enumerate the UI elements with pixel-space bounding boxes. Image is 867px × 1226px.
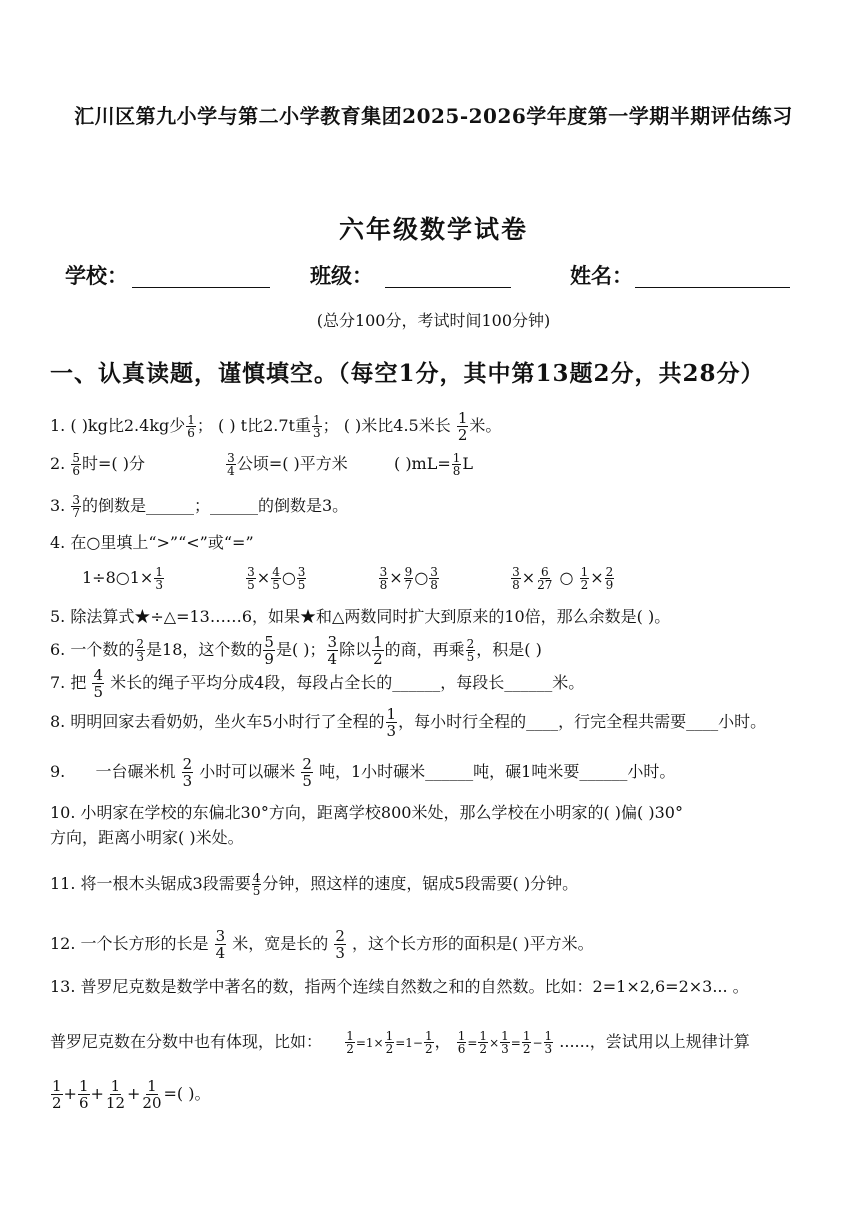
- fraction: $\frac{1}{2}$: [522, 1029, 531, 1056]
- question-6: 6. 一个数的 $\frac{2}{3}$ 是18，这个数的 $\frac{5}{9}$ 是( )； $\frac{3}{4}$ 除以 $\frac{1}{2}$ 的商，再乘 $\frac{2}{5}$ ，积是( ): [50, 633, 542, 668]
- fraction: $\frac{3}{8}$: [430, 565, 438, 592]
- class-field[interactable]: [385, 287, 511, 288]
- fraction: $\frac{2}{5}$: [302, 755, 312, 790]
- fraction: $\frac{3}{8}$: [512, 565, 520, 592]
- fraction: $\frac{2}{5}$: [466, 637, 475, 664]
- question-9: 9. 一台碾米机 $\frac{2}{3}$ 小时可以碾米 $\frac{2}{5}$ 吨，1小时碾米______吨，碾1吨米要______小时。: [50, 755, 676, 790]
- question-3: 3. $\frac{3}{7}$ 的倒数是______；______的倒数是3。: [50, 493, 349, 520]
- question-7: 7. 把 $\frac{4}{5}$ 米长的绳子平均分成4段，每段占全长的______，每段长______米。: [50, 666, 585, 701]
- name-label: 姓名：: [570, 263, 633, 288]
- compare-circle[interactable]: ○: [414, 568, 429, 587]
- compare-circle[interactable]: ○: [559, 568, 574, 587]
- fraction: $\frac{1}{3}$: [386, 705, 397, 740]
- question-4-expressions: 1÷8○1× $\frac{1}{3}$ $\frac{3}{5}$ × $\frac{4}{5}$ ○ $\frac{3}{5}$ $\frac{3}{8}$ × $\frac{9}{7}$ ○ $\frac{3}{8}$ $\frac{3}{8}$ × $\frac{6}{27}$ ○ $\frac{1}{2}$ × $\frac{2}{9}$: [82, 565, 614, 592]
- question-13-line2: 普罗尼克数在分数中也有体现，比如： $\frac{1}{2}$ =1× $\frac{1}{2}$ =1− $\frac{1}{2}$ ， $\frac{1}{6}$ = $\frac{1}{2}$ × $\frac{1}{3}$ = $\frac{1}{2}$ − $\frac{1}{3}$ ......，尝试用以上规律计算: [50, 1029, 750, 1056]
- fraction: $\frac{3}{5}$: [297, 565, 306, 592]
- question-1: 1. ( )kg比2.4kg少 $\frac{1}{6}$ ； ( ) t比2.7t重 $\frac{1}{3}$ ； ( )米比4.5米长 $\frac{1}{2}$ 米。: [50, 409, 502, 444]
- school-field[interactable]: [132, 287, 270, 288]
- section-title: 一、认真读题，谨慎填空。（每空1分，其中第13题2分，共28分）: [50, 360, 765, 387]
- fraction: $\frac{5}{9}$: [264, 633, 274, 668]
- fraction: $\frac{6}{27}$: [537, 565, 553, 592]
- fraction: $\frac{1}{12}$: [105, 1077, 125, 1112]
- fraction: $\frac{1}{2}$: [580, 565, 589, 592]
- fraction: $\frac{1}{6}$: [457, 1029, 466, 1056]
- compare-circle[interactable]: ○: [281, 568, 296, 587]
- fraction: $\frac{2}{9}$: [605, 565, 614, 592]
- fraction: $\frac{1}{6}$: [78, 1077, 89, 1112]
- exam-title: 六年级数学试卷: [338, 215, 528, 244]
- question-2: 2. $\frac{5}{6}$ 时=( )分 $\frac{3}{4}$ 公顷=( )平方米 ( )mL= $\frac{1}{8}$ L: [50, 451, 474, 478]
- fraction: $\frac{1}{3}$: [312, 413, 321, 440]
- question-13: 13. 普罗尼克数是数学中著名的数，指两个连续自然数之和的自然数。比如：2=1×2,6=2×3... 。: [50, 977, 749, 996]
- fraction: $\frac{9}{7}$: [404, 565, 413, 592]
- fraction: $\frac{1}{2}$: [385, 1029, 394, 1056]
- fraction: $\frac{1}{2}$: [457, 409, 468, 444]
- question-5: 5. 除法算式★÷△=13……6，如果★和△两数同时扩大到原来的10倍，那么余数是( )。: [50, 607, 671, 626]
- question-8: 8. 明明回家去看奶奶，坐火车5小时行了全程的 $\frac{1}{3}$ ，每小时行全程的____，行完全程共需要____小时。: [50, 705, 767, 740]
- fraction: $\frac{1}{2}$: [52, 1077, 62, 1112]
- exam-note: (总分100分，考试时间100分钟): [316, 311, 551, 330]
- fraction: $\frac{1}{2}$: [479, 1029, 488, 1056]
- class-label: 班级：: [310, 263, 373, 288]
- fraction: $\frac{4}{5}$: [272, 565, 280, 592]
- fraction: $\frac{3}{4}$: [215, 927, 226, 962]
- fraction: $\frac{2}{3}$: [335, 927, 345, 962]
- question-4: 4. 在○里填上“>”“<”或“=”: [50, 533, 254, 552]
- fraction: $\frac{2}{3}$: [136, 637, 145, 664]
- fraction: $\frac{3}{4}$: [327, 633, 338, 668]
- question-13-calc: $\frac{1}{2}$ + $\frac{1}{6}$ + $\frac{1}{12}$ + $\frac{1}{20}$ =( )。: [52, 1077, 211, 1112]
- fraction: $\frac{5}{6}$: [72, 451, 80, 478]
- fraction: $\frac{4}{5}$: [252, 871, 261, 898]
- fraction: $\frac{1}{3}$: [501, 1029, 509, 1056]
- name-field[interactable]: [635, 287, 790, 288]
- question-10: 10. 小明家在学校的东偏北30°方向，距离学校800米处，那么学校在小明家的( )偏( )30°: [50, 803, 683, 822]
- fraction: $\frac{3}{5}$: [247, 565, 255, 592]
- question-11: 11. 将一根木头锯成3段需要 $\frac{4}{5}$ 分钟，照这样的速度，锯成5段需要( )分钟。: [50, 871, 579, 898]
- fraction: $\frac{3}{4}$: [227, 451, 235, 478]
- fraction: $\frac{1}{6}$: [187, 413, 195, 440]
- fraction: $\frac{4}{5}$: [93, 666, 104, 701]
- question-10-line2: 方向，距离小明家( )米处。: [50, 828, 244, 847]
- fraction: $\frac{2}{3}$: [182, 755, 193, 790]
- fraction: $\frac{1}{8}$: [452, 451, 461, 478]
- fraction: $\frac{3}{7}$: [72, 493, 80, 520]
- fraction: $\frac{1}{2}$: [373, 633, 383, 668]
- fraction: $\frac{3}{8}$: [379, 565, 388, 592]
- fraction: $\frac{1}{20}$: [142, 1077, 162, 1112]
- fraction: $\frac{1}{3}$: [155, 565, 163, 592]
- question-12: 12. 一个长方形的长是 $\frac{3}{4}$ 米，宽是长的 $\frac{2}{3}$ ，这个长方形的面积是( )平方米。: [50, 927, 594, 962]
- fraction: $\frac{1}{2}$: [346, 1029, 354, 1056]
- fraction: $\frac{1}{2}$: [424, 1029, 433, 1056]
- school-title: 汇川区第九小学与第二小学教育集团2025-2026学年度第一学期半期评估练习: [74, 104, 793, 128]
- school-label: 学校：: [65, 263, 128, 288]
- fraction: $\frac{1}{3}$: [544, 1029, 553, 1056]
